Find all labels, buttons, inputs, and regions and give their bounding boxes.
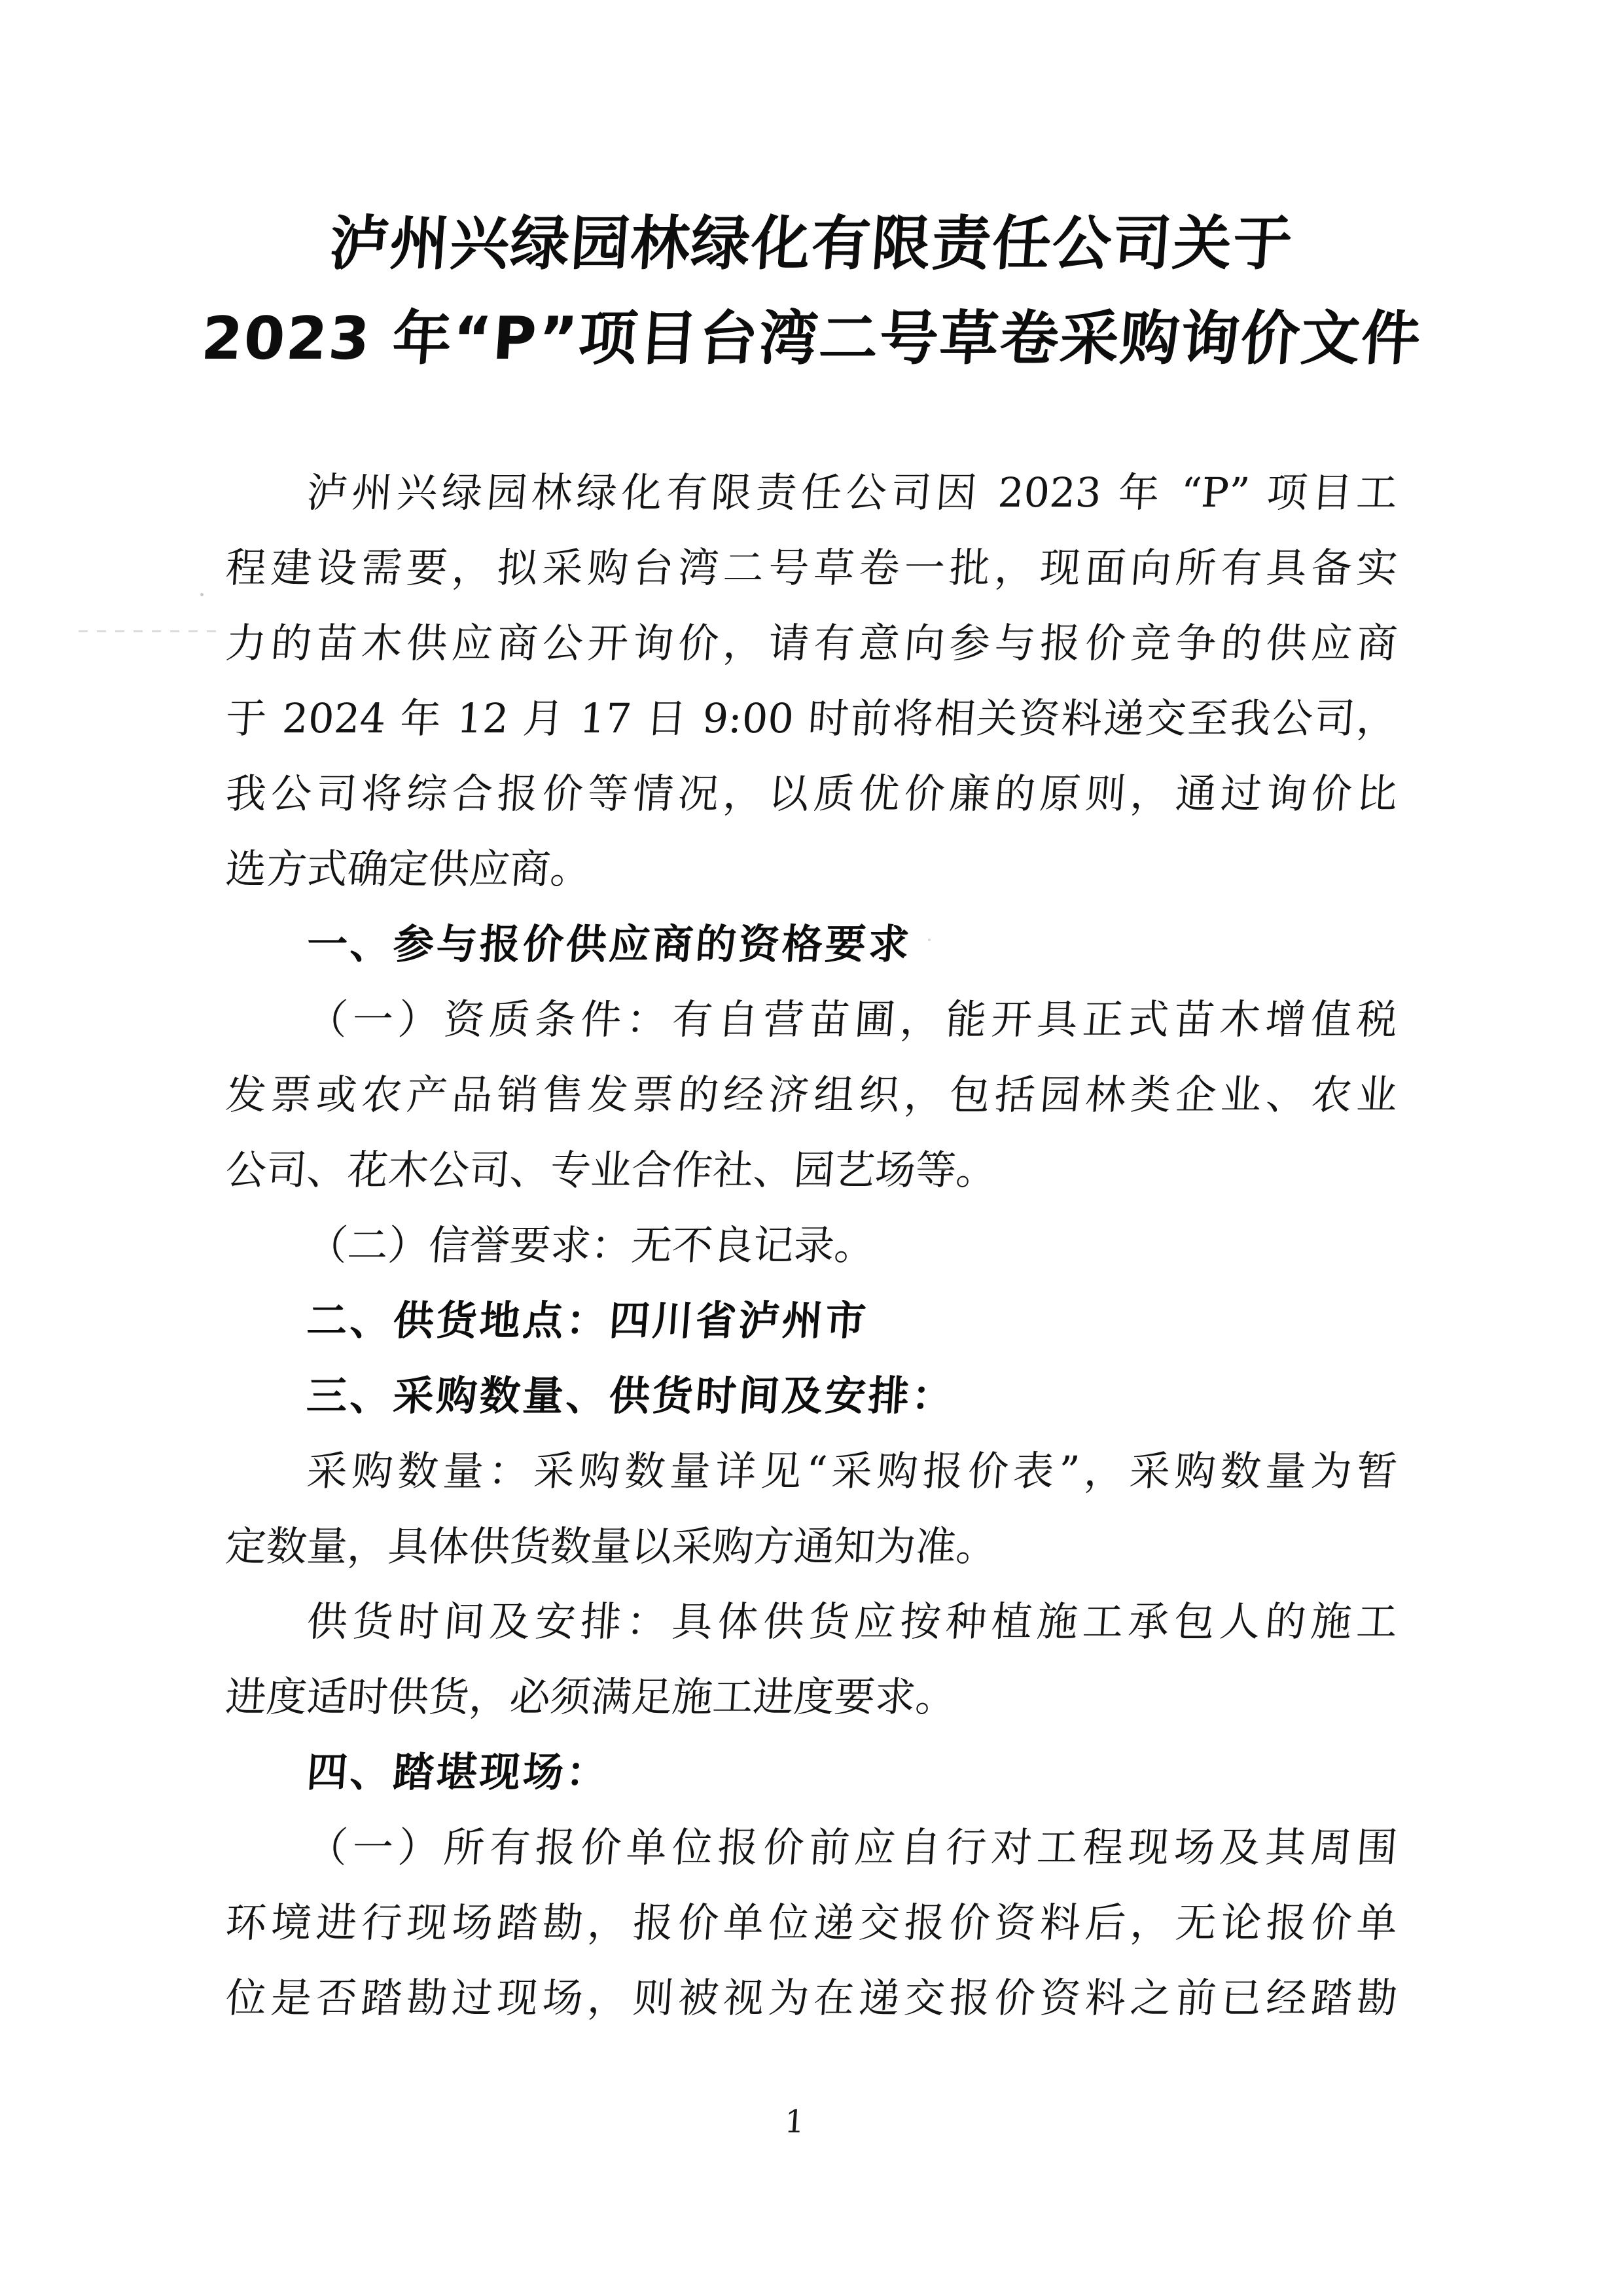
body-line: 泸州兴绿园林绿化有限责任公司因 2023 年 “P” 项目工 — [305, 469, 1399, 516]
section-heading-3: 三、采购数量、供货时间及安排： — [305, 1372, 957, 1420]
section-heading-4: 四、踏堪现场： — [305, 1748, 611, 1796]
body-line: 选方式确定供应商。 — [224, 845, 593, 893]
body-line: （二）信誉要求：无不良记录。 — [305, 1221, 877, 1269]
scan-artifact-speck — [200, 593, 204, 596]
title-line-2: 2023 年“P”项目台湾二号草卷采购询价文件 — [199, 304, 1424, 373]
scan-artifact-speck — [928, 939, 931, 941]
body-line: 进度适时供货，必须满足施工进度要求。 — [224, 1673, 958, 1721]
document-body — [226, 455, 1397, 2036]
body-line: 发票或农产品销售发票的经济组织，包括园林类企业、农业 — [224, 1071, 1399, 1119]
body-line: 定数量，具体供货数量以采购方通知为准。 — [224, 1522, 999, 1570]
body-line: 采购数量：采购数量详见“采购报价表”，采购数量为暂 — [305, 1447, 1399, 1495]
body-line: 程建设需要，拟采购台湾二号草卷一批，现面向所有具备实 — [224, 544, 1399, 592]
title-line-1: 泸州兴绿园林绿化有限责任公司关于 — [327, 209, 1296, 278]
scan-artifact-streak — [79, 630, 221, 632]
page-number: 1 — [783, 2104, 806, 2140]
body-line: 力的苗木供应商公开询价，请有意向参与报价竞争的供应商 — [224, 619, 1399, 667]
body-line: 供货时间及安排：具体供货应按种植施工承包人的施工 — [305, 1598, 1399, 1645]
body-line: 我公司将综合报价等情况，以质优价廉的原则，通过询价比 — [224, 770, 1399, 817]
body-line: （一）资质条件：有自营苗圃，能开具正式苗木增值税 — [305, 996, 1399, 1043]
body-line: 公司、花木公司、专业合作社、园艺场等。 — [224, 1146, 999, 1194]
body-line: 于 2024 年 12 月 17 日 9:00 时前将相关资料递交至我公司， — [224, 694, 1399, 742]
body-line: 位是否踏勘过现场，则被视为在递交报价资料之前已经踏勘 — [224, 1974, 1399, 2022]
page-footer — [0, 2102, 1623, 2142]
section-heading-2: 二、供货地点：四川省泸州市 — [305, 1297, 870, 1344]
body-line: 环境进行现场踏勘，报价单位递交报价资料后，无论报价单 — [224, 1899, 1399, 1946]
section-heading-1: 一、参与报价供应商的资格要求 — [305, 920, 914, 968]
document-title — [98, 196, 1525, 386]
body-line: （一）所有报价单位报价前应自行对工程现场及其周围 — [305, 1823, 1399, 1871]
